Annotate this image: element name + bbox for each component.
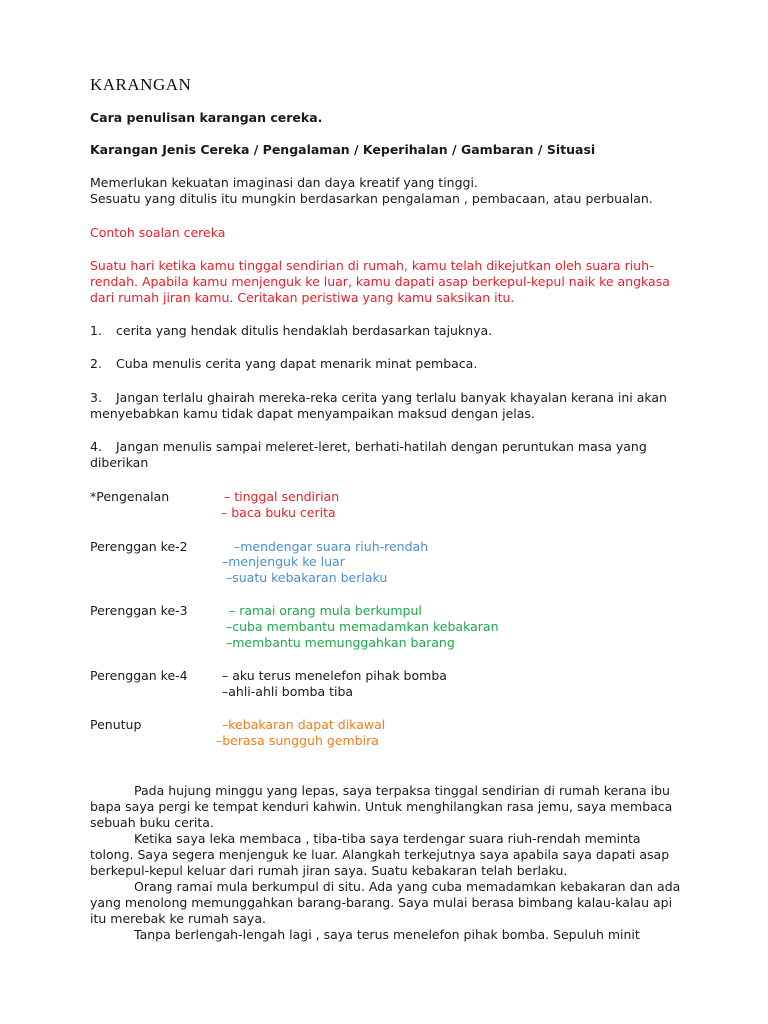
outline-label: Perenggan ke-4 bbox=[90, 668, 188, 683]
tip-text: cerita yang hendak ditulis hendaklah berdasarkan tajuknya. bbox=[116, 323, 493, 338]
example-label: Contoh soalan cereka bbox=[90, 225, 226, 240]
outline-item: –menjenguk ke luar bbox=[222, 554, 345, 569]
outline-label: Perenggan ke-2 bbox=[90, 539, 188, 554]
tip-number: 4. bbox=[90, 439, 102, 454]
tip-text-continued: menyebabkan kamu tidak dapat menyampaikan maksud dengan jelas. bbox=[90, 406, 535, 421]
tip-item bbox=[90, 439, 647, 455]
document-title: KARANGAN bbox=[90, 75, 192, 94]
tip-text-continued: diberikan bbox=[90, 455, 149, 470]
subtitle: Cara penulisan karangan cereka. bbox=[90, 110, 323, 125]
essay-line: Orang ramai mula berkumpul di situ. Ada yang cuba memadamkan kebakaran dan ada bbox=[134, 879, 681, 894]
intro-line: Sesuatu yang ditulis itu mungkin berdasarkan pengalaman , pembacaan, atau perbualan. bbox=[90, 191, 653, 206]
outline-item: –ahli-ahli bomba tiba bbox=[222, 684, 354, 699]
essay-line: berkepul-kepul keluar dari rumah jiran saya. Suatu kebakaran telah berlaku. bbox=[90, 863, 568, 878]
outline-item: – baca buku cerita bbox=[221, 505, 336, 520]
tip-item bbox=[90, 323, 492, 339]
tip-text: Jangan terlalu ghairah mereka-reka cerita yang terlalu banyak khayalan kerana ini akan bbox=[116, 390, 667, 405]
tip-item bbox=[90, 356, 477, 372]
essay-line: yang menolong memunggahkan barang-barang. Saya mulai berasa bimbang kalau-kalau api bbox=[90, 895, 673, 910]
outline-item: –membantu memunggahkan barang bbox=[226, 635, 455, 650]
intro-line: Memerlukan kekuatan imaginasi dan daya kreatif yang tinggi. bbox=[90, 175, 478, 190]
question-line: rendah. Apabila kamu menjenguk ke luar, kamu dapati asap berkepul-kepul naik ke angkasa bbox=[90, 274, 670, 289]
essay-line: Ketika saya leka membaca , tiba-tiba saya terdengar suara riuh-rendah meminta bbox=[134, 831, 641, 846]
outline-item: –berasa sungguh gembira bbox=[216, 733, 379, 748]
outline-label: Penutup bbox=[90, 717, 142, 732]
essay-line: Pada hujung minggu yang lepas, saya terpaksa tinggal sendirian di rumah kerana ibu bbox=[134, 783, 670, 798]
outline-item: –suatu kebakaran berlaku bbox=[226, 570, 388, 585]
tip-item bbox=[90, 390, 667, 406]
types-heading: Karangan Jenis Cereka / Pengalaman / Keperihalan / Gambaran / Situasi bbox=[90, 142, 596, 157]
essay-line: tolong. Saya segera menjenguk ke luar. Alangkah terkejutnya saya apabila saya dapati asap bbox=[90, 847, 670, 862]
essay-line: Tanpa berlengah-lengah lagi , saya terus menelefon pihak bomba. Sepuluh minit bbox=[134, 927, 640, 942]
tip-number: 2. bbox=[90, 356, 102, 371]
outline-item: –kebakaran dapat dikawal bbox=[222, 717, 386, 732]
outline-label: Perenggan ke-3 bbox=[90, 603, 188, 618]
outline-item: – ramai orang mula berkumpul bbox=[229, 603, 422, 618]
tip-number: 1. bbox=[90, 323, 102, 338]
tip-number: 3. bbox=[90, 390, 102, 405]
outline-item: – tinggal sendirian bbox=[224, 489, 340, 504]
outline-item: – aku terus menelefon pihak bomba bbox=[222, 668, 447, 683]
essay-line: sebuah buku cerita. bbox=[90, 815, 214, 830]
outline-item: –mendengar suara riuh-rendah bbox=[234, 539, 429, 554]
outline-item: –cuba membantu memadamkan kebakaran bbox=[226, 619, 499, 634]
tip-text: Cuba menulis cerita yang dapat menarik minat pembaca. bbox=[116, 356, 478, 371]
essay-line: itu merebak ke rumah saya. bbox=[90, 911, 266, 926]
question-line: Suatu hari ketika kamu tinggal sendirian di rumah, kamu telah dikejutkan oleh suara riuh- bbox=[90, 258, 654, 273]
tip-text: Jangan menulis sampai meleret-leret, berhati-hatilah dengan peruntukan masa yang bbox=[116, 439, 647, 454]
outline-label: *Pengenalan bbox=[90, 489, 170, 504]
essay-line: bapa saya pergi ke tempat kenduri kahwin. Untuk menghilangkan rasa jemu, saya membaca bbox=[90, 799, 673, 814]
question-line: dari rumah jiran kamu. Ceritakan peristiwa yang kamu saksikan itu. bbox=[90, 290, 515, 305]
